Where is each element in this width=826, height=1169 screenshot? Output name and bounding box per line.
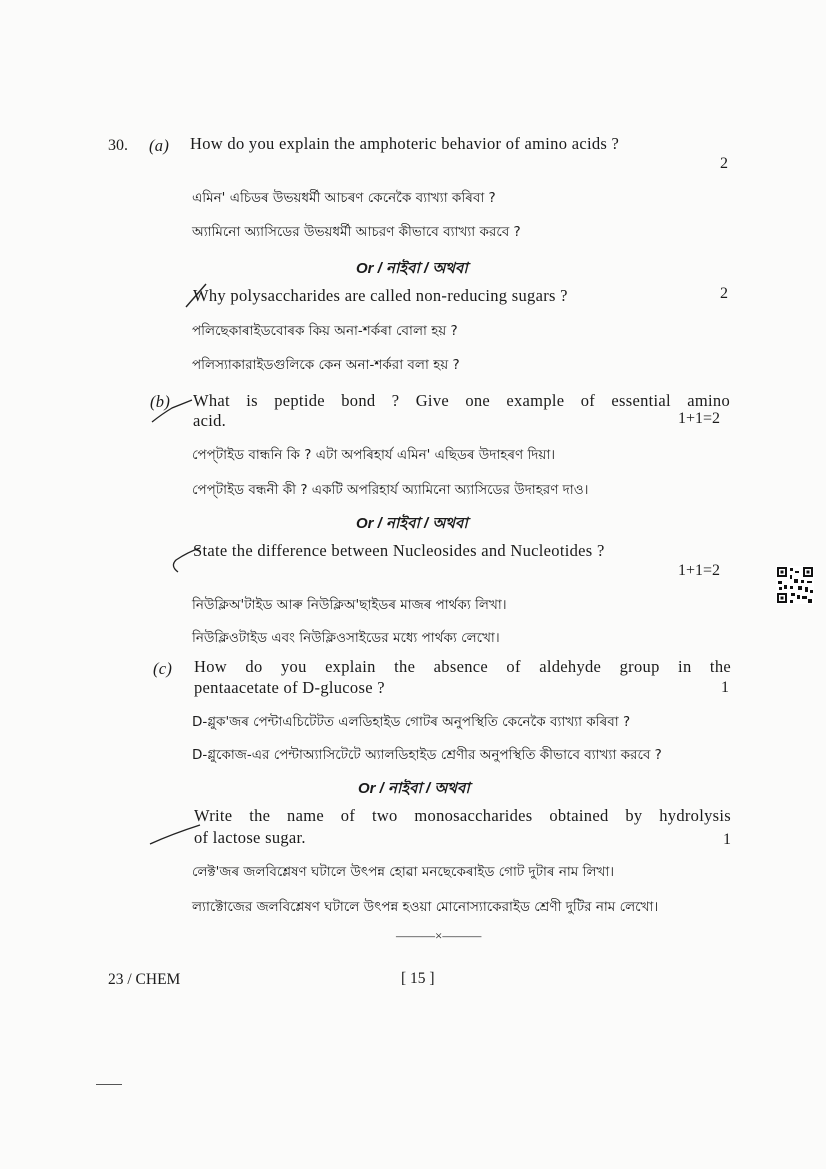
- question-c-alt-text-line2: of lactose sugar.: [194, 828, 306, 847]
- question-b-text-line2: acid.: [193, 411, 227, 430]
- question-a-alt-bengali: পলিস্যাকারাইডগুলিকে কেন অনা-শর্করা বলা হয় ?: [192, 357, 460, 373]
- part-label-a: (a): [149, 136, 170, 155]
- question-a-assamese: এমিন' এচিডৰ উভয়ধৰ্মী আচৰণ কেনেকৈ ব্যাখ্যা কৰিবা ?: [192, 190, 496, 206]
- question-c-assamese: D-গ্লুক'জৰ পেন্টাএচিটেটত এলডিহাইড গোটৰ অনুপস্থিতি কেনেকৈ ব্যাখ্যা কৰিবা ?: [192, 714, 631, 730]
- marks-b: 1+1=2: [678, 410, 721, 427]
- or-separator-c: Or / নাইবা / অথবা: [358, 780, 470, 797]
- marks-a-alt: 2: [720, 285, 728, 302]
- question-b-alt-bengali: নিউক্লিওটাইড এবং নিউক্লিওসাইডের মধ্যে পার্থক্য লেখো।: [192, 630, 500, 646]
- part-label-c: (c): [153, 659, 173, 678]
- question-c-alt-text-line1: Write the name of two monosaccharides obtained by hydrolysis: [194, 806, 731, 825]
- end-of-questions-mark: ———×———: [396, 928, 482, 943]
- question-b-bengali: পেপ্‌টাইড বন্ধনী কী ? একটি অপরিহার্য অ্যামিনো অ্যাসিডের উদাহরণ দাও।: [192, 482, 589, 498]
- question-c-bengali: D-গ্লুকোজ-এর পেন্টাঅ্যাসিটেটে অ্যালডিহাইড শ্রেণীর অনুপস্থিতি কীভাবে ব্যাখ্যা করবে ?: [192, 747, 662, 763]
- question-c-text-line2: pentaacetate of D-glucose ?: [194, 678, 385, 697]
- marks-b-alt: 1+1=2: [678, 562, 721, 579]
- qr-code: [776, 566, 814, 604]
- question-b-assamese: পেপ্‌টাইড বান্ধনি কি ? এটা অপৰিহাৰ্য এমিন' এছিডৰ উদাহৰণ দিয়া।: [192, 447, 556, 463]
- marks-a: 2: [720, 155, 728, 172]
- question-c-text-line1: How do you explain the absence of aldehyde group in the: [194, 657, 731, 676]
- scan-edge-line: [96, 1084, 122, 1085]
- or-separator-b: Or / নাইবা / অথবা: [356, 515, 468, 532]
- question-a-alt-text: Why polysaccharides are called non-reducing sugars ?: [193, 286, 568, 305]
- question-b-text-line1: What is peptide bond ? Give one example of essential amino: [193, 391, 730, 410]
- question-c-alt-assamese: লেক্ট'জৰ জলবিশ্লেষণ ঘটালে উৎপন্ন হোৱা মনছেকেৰাইড গোট দুটাৰ নাম লিখা।: [192, 864, 615, 880]
- question-b-alt-assamese: নিউক্লিঅ'টাইড আৰু নিউক্লিঅ'ছাইডৰ মাজৰ পাৰ্থক্য লিখা।: [192, 597, 507, 613]
- or-separator-a: Or / নাইবা / অথবা: [356, 260, 468, 277]
- question-number: 30.: [108, 137, 128, 154]
- question-a-bengali: অ্যামিনো অ্যাসিডের উভয়ধর্মী আচরণ কীভাবে ব্যাখ্যা করবে ?: [192, 224, 521, 240]
- marks-c-alt: 1: [723, 831, 731, 848]
- question-b-alt-text: State the difference between Nucleosides and Nucleotides ?: [193, 541, 605, 560]
- paper-code: 23 / CHEM: [108, 971, 181, 988]
- part-label-b: (b): [150, 392, 171, 411]
- question-a-text: How do you explain the amphoteric behavior of amino acids ?: [190, 134, 620, 153]
- marks-c: 1: [721, 679, 729, 696]
- question-c-alt-bengali: ল্যাক্টোজের জলবিশ্লেষণ ঘটালে উৎপন্ন হওয়া মোনোস্যাকেরাইড শ্রেণী দুটির নাম লেখো।: [192, 899, 659, 915]
- question-a-alt-assamese: পলিছেকাৰাইডবোৰক কিয় অনা-শৰ্কৰা বোলা হয় ?: [192, 323, 458, 339]
- page-number: [ 15 ]: [401, 970, 435, 987]
